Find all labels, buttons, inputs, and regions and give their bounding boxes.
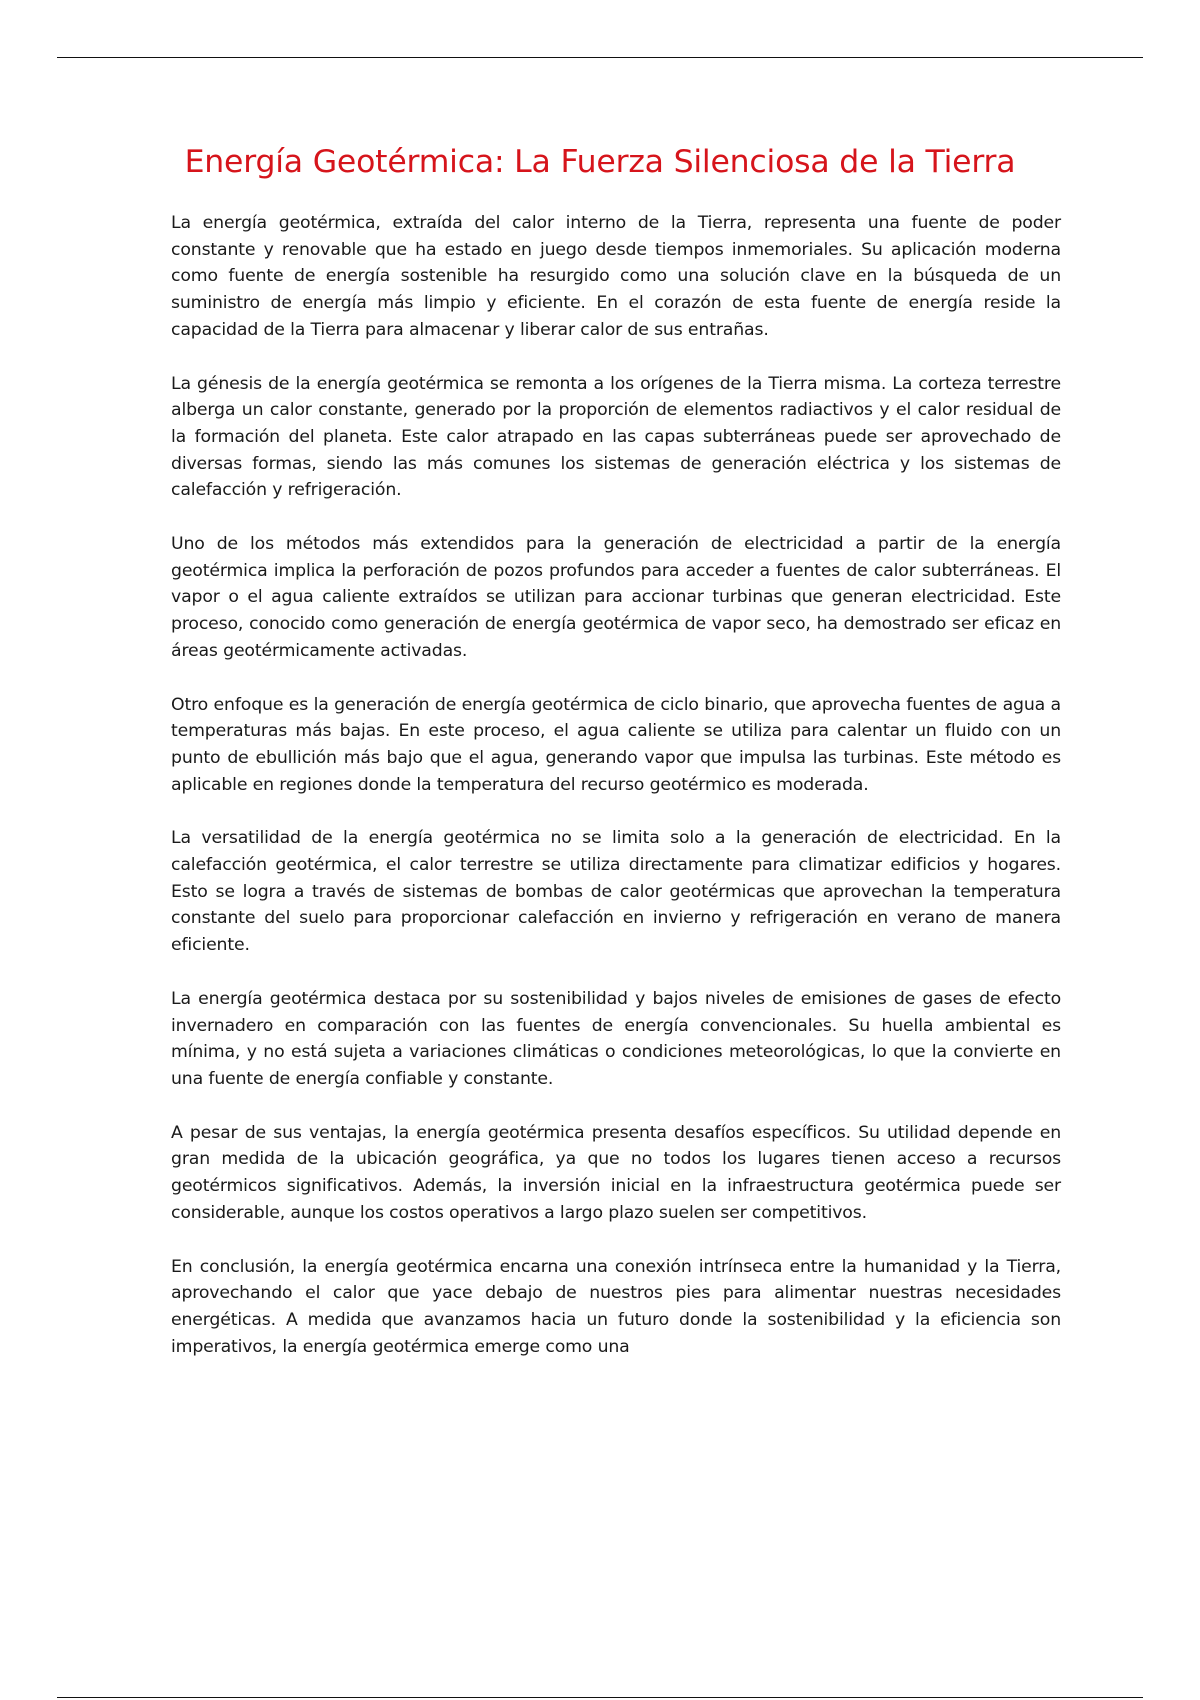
paragraph-conclusion: En conclusión, la energía geotérmica encarna una conexión intrínseca entre la humanidad y la Tierra, aprovechando el calor que yace debajo de nuestros pies para alimentar nuestras necesidades energéticas. A medida que avanzamos hacia un futuro donde la sostenibilidad y la eficiencia son imperativos, la energía geotérmica emerge como una	[171, 1256, 1061, 1357]
footer-rule	[57, 1697, 1143, 1698]
header-rule	[57, 57, 1143, 58]
paragraph-challenges: A pesar de sus ventajas, la energía geotérmica presenta desafíos específicos. Su utilidad depende en gran medida de la ubicación geográfica, ya que no todos los lugares tienen acceso a recursos geotérmicos significativos. Además, la inversión inicial en la infraestructura geotérmica puede ser considerable, aunque los costos operativos a largo plazo suelen ser competitivos.	[171, 1122, 1061, 1223]
paragraph-intro: La energía geotérmica, extraída del calor interno de la Tierra, representa una fuente de poder constante y renovable que ha estado en juego desde tiempos inmemoriales. Su aplicación moderna como fuente de energía sostenible ha resurgido como una solución clave en la búsqueda de un suministro de energía más limpio y eficiente. En el corazón de esta fuente de energía reside la capacidad de la Tierra para almacenar y liberar calor de sus entrañas.	[171, 213, 1061, 340]
document-body	[171, 210, 1061, 1387]
paragraph-heating: La versatilidad de la energía geotérmica no se limita solo a la generación de electricidad. En la calefacción geotérmica, el calor terrestre se utiliza directamente para climatizar edificios y hogares. Esto se logra a través de sistemas de bombas de calor geotérmicas que aprovechan la temperatura constante del suelo para proporcionar calefacción en invierno y refrigeración en verano de manera eficiente.	[171, 828, 1061, 956]
paragraph-origin: La génesis de la energía geotérmica se remonta a los orígenes de la Tierra misma. La corteza terrestre alberga un calor constante, generado por la proporción de elementos radiactivos y el calor residual de la formación del planeta. Este calor atrapado en las capas subterráneas puede ser aprovechado de diversas formas, siendo las más comunes los sistemas de generación eléctrica y los sistemas de calefacción y refrigeración.	[171, 373, 1061, 501]
paragraph-sustainability: La energía geotérmica destaca por su sostenibilidad y bajos niveles de emisiones de gases de efecto invernadero en comparación con las fuentes de energía convencionales. Su huella ambiental es mínima, y no está sujeta a variaciones climáticas o condiciones meteorológicas, lo que la convierte en una fuente de energía confiable y constante.	[171, 988, 1061, 1089]
document-title: Energía Geotérmica: La Fuerza Silenciosa de la Tierra	[184, 144, 1016, 180]
paragraph-binary-cycle: Otro enfoque es la generación de energía geotérmica de ciclo binario, que aprovecha fuentes de agua a temperaturas más bajas. En este proceso, el agua caliente se utiliza para calentar un fluido con un punto de ebullición más bajo que el agua, generando vapor que impulsa las turbinas. Este método es aplicable en regiones donde la temperatura del recurso geotérmico es moderada.	[171, 694, 1061, 795]
paragraph-dry-steam: Uno de los métodos más extendidos para la generación de electricidad a partir de la energía geotérmica implica la perforación de pozos profundos para acceder a fuentes de calor subterráneas. El vapor o el agua caliente extraídos se utilizan para accionar turbinas que generan electricidad. Este proceso, conocido como generación de energía geotérmica de vapor seco, ha demostrado ser eficaz en áreas geotérmicamente activadas.	[171, 534, 1061, 661]
